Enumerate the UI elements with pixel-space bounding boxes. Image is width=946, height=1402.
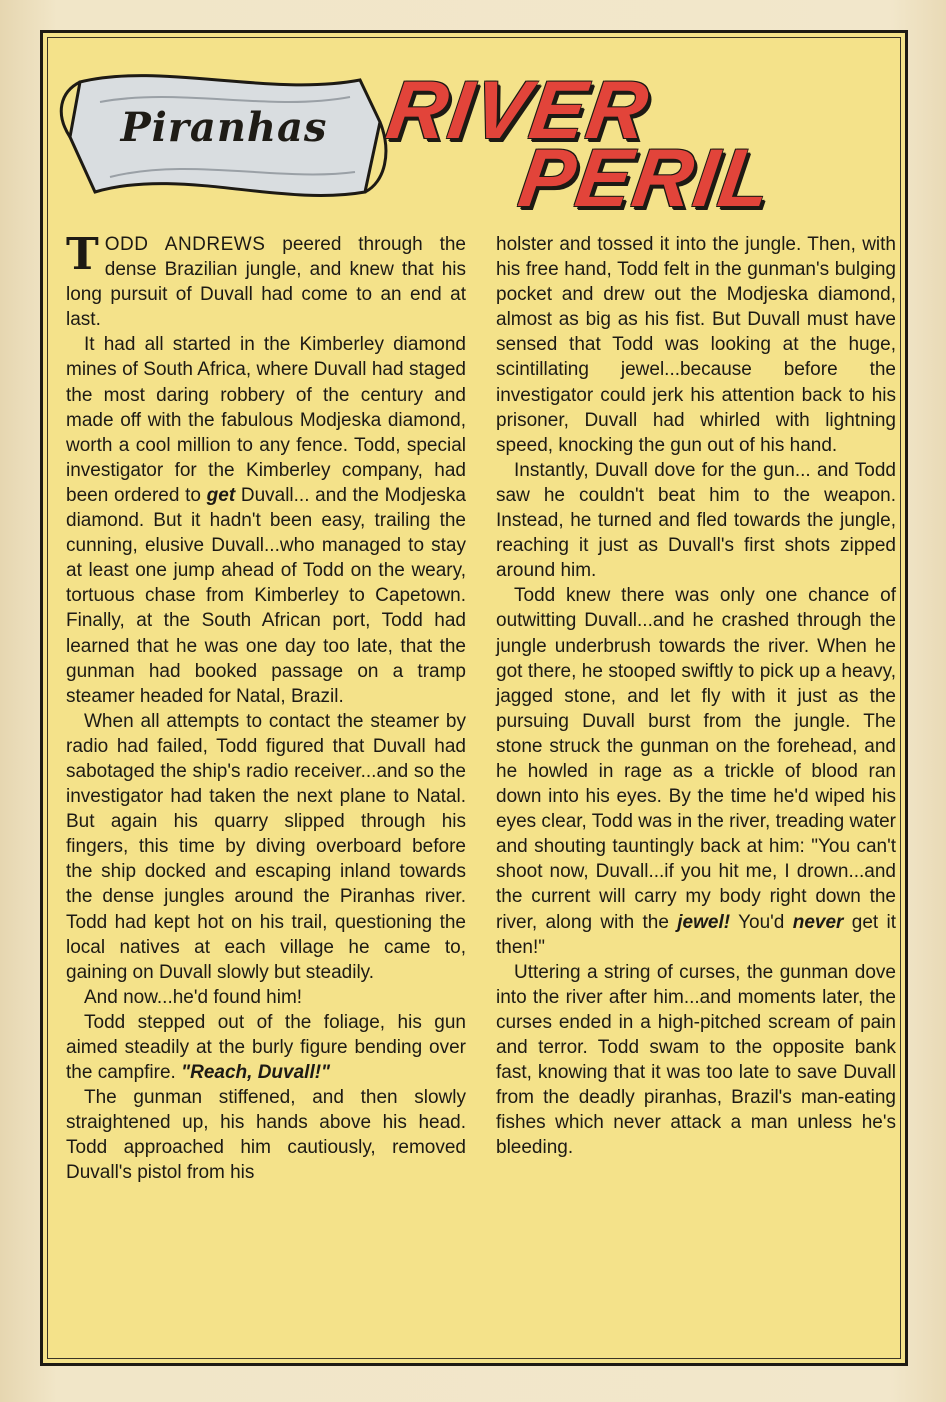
text-column-left	[66, 229, 466, 1186]
main-title	[380, 64, 850, 224]
paragraph-9-text: Todd knew there was only one chance of outwitting Duvall...and he crashed through the jungle underbrush towards the river. When he got there, he stooped swiftly to pick up a heavy, jagged stone, and let fly with it just as the pursuing Duvall burst from the jungle. The stone struck the gunman on the forehead, and he howled in rage as a trickle of blood ran down into his eyes. By the time he'd wiped his eyes clear, Todd was in the river, treading water and shouting tauntingly back at him: "You can't shoot now, Duvall...if you hit me, I drown...and the current will carry my body right down the river, along with the	[496, 585, 896, 933]
paragraph-2-text: It had all started in the Kimberley diamond mines of South Africa, where Duvall had staged the most daring robbery of the century and made off with the fabulous Modjeska diamond, worth a cool million to any fence. Todd, special investigator for the Kimberley company, had been ordered to	[66, 334, 466, 506]
paragraph-9-mid: You'd	[738, 911, 785, 933]
emphasis-reach: "Reach, Duvall!"	[181, 1062, 331, 1084]
paragraph-9-end: get it then!"	[496, 911, 897, 958]
paragraph-7: holster and tossed it into the jungle. Then, with his free hand, Todd felt in the gunman's bulging pocket and drew out the Modjeska diamond, almost as big as his fist. But Duvall must have sensed that Todd was looking at the huge, scintillating jewel...because before the investigator could jerk his attention back to his prisoner, Duvall had whirled with lightning speed, knocking the gun out of his hand.	[496, 234, 896, 456]
paragraph-5-text: Todd stepped out of the foliage, his gun aimed steadily at the burly figure bending over the campfire.	[66, 1011, 466, 1084]
paragraph-2	[66, 332, 466, 708]
emphasis-never: never	[792, 911, 844, 933]
emphasis-jewel: jewel!	[677, 911, 731, 933]
paragraph-3: When all attempts to contact the steamer by radio had failed, Todd figured that Duvall had sabotaged the ship's radio receiver...and so the investigator had taken the next plane to Natal. But again his quarry slipped through his fingers, this time by diving overboard before the ship docked and escaping inland towards the dense jungles around the Piranhas river. Todd had kept hot on his trail, questioning the local natives at each village he came to, gaining on Duvall slowly but steadily.	[66, 710, 466, 983]
paragraph-10: Uttering a string of curses, the gunman dove into the river after him...and moments later, the curses ended in a high-pitched scream of pain and terror. Todd swam to the opposite bank fast, knowing that it was too late to save Duvall from the deadly piranhas, Brazil's man-eating fishes which never attack a man unless he's bleeding.	[496, 961, 896, 1159]
text-column-right	[496, 232, 896, 1160]
paragraph-8: Instantly, Duvall dove for the gun... and Todd saw he couldn't beat him to the weapon. Instead, he turned and fled towards the jungle, reaching it just as Duvall's first shots zipped around him.	[496, 459, 896, 582]
drop-cap: T	[66, 229, 99, 280]
paragraph-5	[66, 1010, 466, 1085]
title-line-peril: PERIL	[513, 133, 778, 224]
title-area	[40, 42, 860, 224]
paragraph-9	[496, 583, 896, 959]
emphasis-get: get	[206, 484, 236, 506]
paragraph-6: The gunman stiffened, and then slowly straightened up, his hands above his head. Todd approached him cautiously, removed Duvall's pistol from his	[66, 1087, 466, 1184]
paragraph-1	[66, 229, 466, 332]
paragraph-1-text: peered through the dense Brazilian jungle, and knew that his long pursuit of Duvall had come to an end at last.	[66, 234, 466, 331]
title-line-river: RIVER	[381, 65, 656, 156]
banner-title: Piranhas	[120, 104, 328, 151]
paragraph-2-rest: Duvall... and the Modjeska diamond. But it hadn't been easy, trailing the cunning, elusive Duvall...who managed to stay at least one jump ahead of Todd on the weary, tortuous chase from Kimberley to Capetown. Finally, at the South African port, Todd had learned that he was one day too late, that the gunman had booked passage on a tramp steamer headed for Natal, Brazil.	[66, 484, 466, 707]
paragraph-4: And now...he'd found him!	[84, 986, 303, 1008]
lead-caps: ODD ANDREWS	[104, 234, 266, 255]
